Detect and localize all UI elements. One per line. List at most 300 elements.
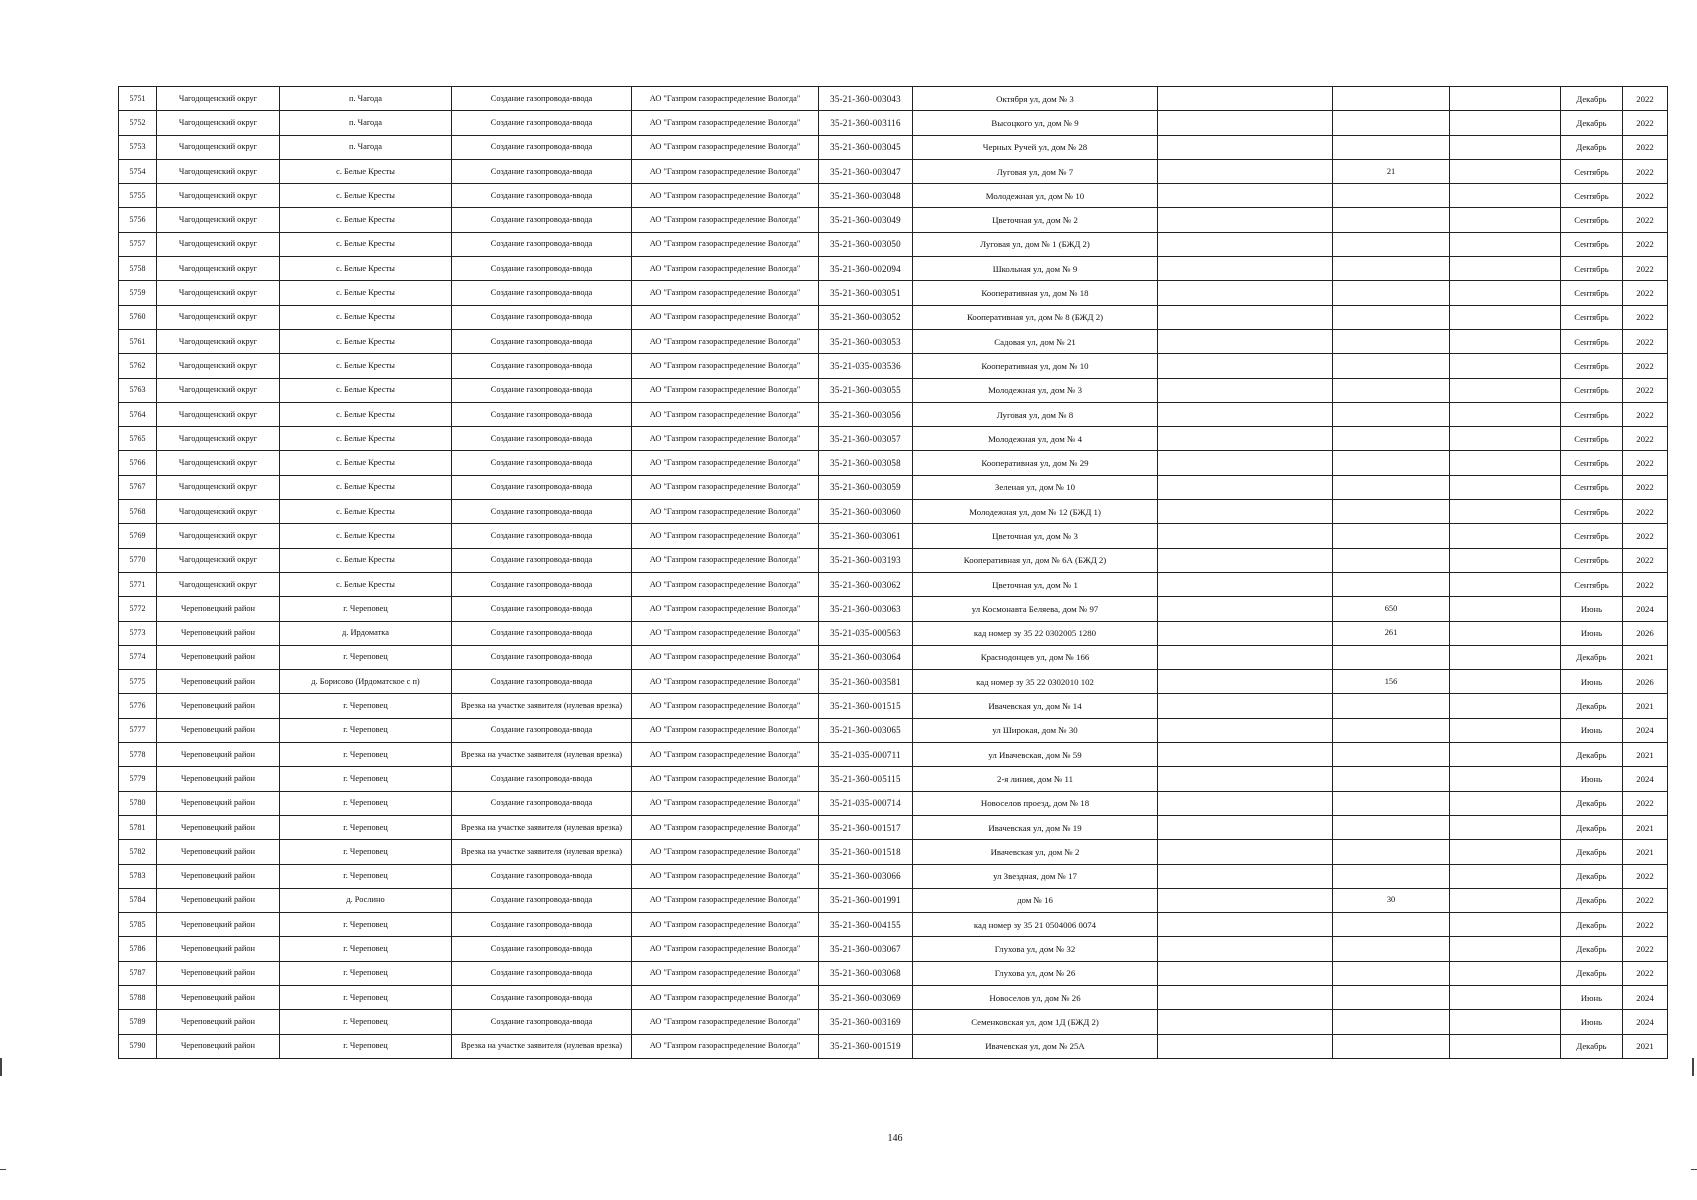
application-code-cell: 35-21-360-003058 (819, 451, 913, 475)
address-cell: Краснодонцев ул, дом № 166 (913, 645, 1158, 669)
row-number-cell: 5754 (119, 159, 157, 183)
district-cell: Череповецкий район (157, 597, 280, 621)
address-cell: Высоцкого ул, дом № 9 (913, 111, 1158, 135)
empty-cell (1158, 597, 1333, 621)
district-cell: Чагодощенский округ (157, 475, 280, 499)
application-code-cell: 35-21-360-003193 (819, 548, 913, 572)
district-cell: Чагодощенский округ (157, 402, 280, 426)
address-cell: Кооперативная ул, дом № 10 (913, 354, 1158, 378)
empty-cell (1158, 888, 1333, 912)
address-cell: Ивачевская ул, дом № 14 (913, 694, 1158, 718)
empty-cell (1450, 597, 1561, 621)
district-cell: Череповецкий район (157, 694, 280, 718)
empty-cell (1158, 1034, 1333, 1058)
month-cell: Сентябрь (1561, 159, 1623, 183)
table-row (119, 184, 1668, 208)
organization-cell: АО "Газпром газораспределение Вологда" (632, 208, 819, 232)
organization-cell: АО "Газпром газораспределение Вологда" (632, 743, 819, 767)
year-cell: 2022 (1623, 427, 1668, 451)
empty-cell (1450, 354, 1561, 378)
work-type-cell: Создание газопровода-ввода (452, 87, 632, 111)
month-cell: Сентябрь (1561, 451, 1623, 475)
empty-cell (1158, 135, 1333, 159)
month-cell: Сентябрь (1561, 305, 1623, 329)
empty-cell (1450, 305, 1561, 329)
load-cell (1333, 767, 1450, 791)
locality-cell: г. Череповец (280, 815, 452, 839)
table-row (119, 305, 1668, 329)
work-type-cell: Создание газопровода-ввода (452, 135, 632, 159)
month-cell: Сентябрь (1561, 208, 1623, 232)
organization-cell: АО "Газпром газораспределение Вологда" (632, 815, 819, 839)
address-cell: Молодежная ул, дом № 10 (913, 184, 1158, 208)
locality-cell: г. Череповец (280, 597, 452, 621)
empty-cell (1450, 208, 1561, 232)
scan-edge-mark (1692, 1058, 1694, 1076)
work-type-cell: Создание газопровода-ввода (452, 913, 632, 937)
month-cell: Декабрь (1561, 694, 1623, 718)
application-code-cell: 35-21-360-003051 (819, 281, 913, 305)
row-number-cell: 5751 (119, 87, 157, 111)
row-number-cell: 5781 (119, 815, 157, 839)
table-row (119, 87, 1668, 111)
work-type-cell: Создание газопровода-ввода (452, 718, 632, 742)
month-cell: Декабрь (1561, 111, 1623, 135)
application-code-cell: 35-21-360-003055 (819, 378, 913, 402)
year-cell: 2022 (1623, 135, 1668, 159)
empty-cell (1158, 694, 1333, 718)
load-cell (1333, 572, 1450, 596)
table-row (119, 985, 1668, 1009)
empty-cell (1450, 937, 1561, 961)
locality-cell: с. Белые Кресты (280, 451, 452, 475)
organization-cell: АО "Газпром газораспределение Вологда" (632, 281, 819, 305)
work-type-cell: Создание газопровода-ввода (452, 257, 632, 281)
load-cell (1333, 743, 1450, 767)
year-cell: 2026 (1623, 621, 1668, 645)
load-cell (1333, 840, 1450, 864)
empty-cell (1450, 888, 1561, 912)
work-type-cell: Создание газопровода-ввода (452, 427, 632, 451)
month-cell: Декабрь (1561, 888, 1623, 912)
table-row (119, 888, 1668, 912)
table-row (119, 427, 1668, 451)
address-cell: ул Звездная, дом № 17 (913, 864, 1158, 888)
load-cell (1333, 694, 1450, 718)
work-type-cell: Создание газопровода-ввода (452, 670, 632, 694)
year-cell: 2022 (1623, 184, 1668, 208)
table-row (119, 767, 1668, 791)
district-cell: Чагодощенский округ (157, 87, 280, 111)
year-cell: 2022 (1623, 791, 1668, 815)
empty-cell (1158, 985, 1333, 1009)
row-number-cell: 5774 (119, 645, 157, 669)
application-code-cell: 35-21-360-003065 (819, 718, 913, 742)
application-code-cell: 35-21-360-003581 (819, 670, 913, 694)
locality-cell: д. Рослино (280, 888, 452, 912)
empty-cell (1158, 475, 1333, 499)
empty-cell (1450, 87, 1561, 111)
row-number-cell: 5787 (119, 961, 157, 985)
year-cell: 2022 (1623, 548, 1668, 572)
locality-cell: г. Череповец (280, 645, 452, 669)
table-row (119, 815, 1668, 839)
address-cell: Глухова ул, дом № 32 (913, 937, 1158, 961)
work-type-cell: Создание газопровода-ввода (452, 475, 632, 499)
table-row (119, 791, 1668, 815)
work-type-cell: Создание газопровода-ввода (452, 354, 632, 378)
address-cell: Кооперативная ул, дом № 6А (БЖД 2) (913, 548, 1158, 572)
work-type-cell: Создание газопровода-ввода (452, 329, 632, 353)
application-code-cell: 35-21-360-003049 (819, 208, 913, 232)
organization-cell: АО "Газпром газораспределение Вологда" (632, 840, 819, 864)
application-code-cell: 35-21-360-001518 (819, 840, 913, 864)
district-cell: Чагодощенский округ (157, 281, 280, 305)
district-cell: Череповецкий район (157, 913, 280, 937)
year-cell: 2026 (1623, 670, 1668, 694)
empty-cell (1450, 402, 1561, 426)
load-cell (1333, 111, 1450, 135)
district-cell: Череповецкий район (157, 985, 280, 1009)
empty-cell (1158, 548, 1333, 572)
address-cell: Ивачевская ул, дом № 2 (913, 840, 1158, 864)
load-cell (1333, 305, 1450, 329)
work-type-cell: Врезка на участке заявителя (нулевая врезка) (452, 1034, 632, 1058)
empty-cell (1450, 694, 1561, 718)
application-code-cell: 35-21-360-003067 (819, 937, 913, 961)
scan-edge-mark (1691, 1169, 1697, 1170)
district-cell: Череповецкий район (157, 961, 280, 985)
application-code-cell: 35-21-360-003056 (819, 402, 913, 426)
load-cell (1333, 451, 1450, 475)
month-cell: Июнь (1561, 1010, 1623, 1034)
load-cell (1333, 645, 1450, 669)
row-number-cell: 5763 (119, 378, 157, 402)
empty-cell (1450, 135, 1561, 159)
empty-cell (1158, 427, 1333, 451)
month-cell: Сентябрь (1561, 475, 1623, 499)
work-type-cell: Создание газопровода-ввода (452, 621, 632, 645)
empty-cell (1450, 232, 1561, 256)
district-cell: Чагодощенский округ (157, 305, 280, 329)
table-row (119, 159, 1668, 183)
address-cell: Кооперативная ул, дом № 18 (913, 281, 1158, 305)
application-code-cell: 35-21-035-000714 (819, 791, 913, 815)
organization-cell: АО "Газпром газораспределение Вологда" (632, 524, 819, 548)
address-cell: Семенковская ул, дом 1Д (БЖД 2) (913, 1010, 1158, 1034)
empty-cell (1158, 791, 1333, 815)
locality-cell: п. Чагода (280, 111, 452, 135)
locality-cell: г. Череповец (280, 864, 452, 888)
application-code-cell: 35-21-360-003116 (819, 111, 913, 135)
year-cell: 2022 (1623, 961, 1668, 985)
empty-cell (1158, 1010, 1333, 1034)
application-code-cell: 35-21-360-003061 (819, 524, 913, 548)
year-cell: 2022 (1623, 305, 1668, 329)
address-cell: Луговая ул, дом № 1 (БЖД 2) (913, 232, 1158, 256)
month-cell: Июнь (1561, 621, 1623, 645)
organization-cell: АО "Газпром газораспределение Вологда" (632, 597, 819, 621)
table-row (119, 743, 1668, 767)
locality-cell: с. Белые Кресты (280, 159, 452, 183)
month-cell: Декабрь (1561, 961, 1623, 985)
empty-cell (1158, 402, 1333, 426)
empty-cell (1158, 621, 1333, 645)
month-cell: Декабрь (1561, 864, 1623, 888)
empty-cell (1450, 743, 1561, 767)
application-code-cell: 35-21-360-005115 (819, 767, 913, 791)
month-cell: Сентябрь (1561, 257, 1623, 281)
load-cell (1333, 500, 1450, 524)
table-row (119, 329, 1668, 353)
table-row (119, 524, 1668, 548)
year-cell: 2022 (1623, 354, 1668, 378)
empty-cell (1450, 791, 1561, 815)
table-row (119, 572, 1668, 596)
locality-cell: с. Белые Кресты (280, 402, 452, 426)
month-cell: Сентябрь (1561, 427, 1623, 451)
organization-cell: АО "Газпром газораспределение Вологда" (632, 961, 819, 985)
empty-cell (1450, 1010, 1561, 1034)
organization-cell: АО "Газпром газораспределение Вологда" (632, 87, 819, 111)
table-row (119, 354, 1668, 378)
work-type-cell: Создание газопровода-ввода (452, 159, 632, 183)
row-number-cell: 5782 (119, 840, 157, 864)
locality-cell: с. Белые Кресты (280, 500, 452, 524)
district-cell: Чагодощенский округ (157, 354, 280, 378)
row-number-cell: 5772 (119, 597, 157, 621)
organization-cell: АО "Газпром газораспределение Вологда" (632, 305, 819, 329)
gasification-table (118, 86, 1668, 1059)
district-cell: Череповецкий район (157, 1010, 280, 1034)
locality-cell: с. Белые Кресты (280, 378, 452, 402)
work-type-cell: Врезка на участке заявителя (нулевая врезка) (452, 815, 632, 839)
table-row (119, 402, 1668, 426)
load-cell (1333, 402, 1450, 426)
empty-cell (1158, 87, 1333, 111)
year-cell: 2021 (1623, 1034, 1668, 1058)
empty-cell (1450, 840, 1561, 864)
application-code-cell: 35-21-360-003048 (819, 184, 913, 208)
table-row (119, 257, 1668, 281)
work-type-cell: Врезка на участке заявителя (нулевая врезка) (452, 743, 632, 767)
organization-cell: АО "Газпром газораспределение Вологда" (632, 1010, 819, 1034)
locality-cell: г. Череповец (280, 985, 452, 1009)
work-type-cell: Создание газопровода-ввода (452, 937, 632, 961)
scan-edge-mark (0, 1058, 2, 1076)
application-code-cell: 35-21-360-003063 (819, 597, 913, 621)
work-type-cell: Создание газопровода-ввода (452, 1010, 632, 1034)
year-cell: 2022 (1623, 864, 1668, 888)
row-number-cell: 5753 (119, 135, 157, 159)
year-cell: 2022 (1623, 378, 1668, 402)
organization-cell: АО "Газпром газораспределение Вологда" (632, 378, 819, 402)
address-cell: Ивачевская ул, дом № 19 (913, 815, 1158, 839)
empty-cell (1158, 743, 1333, 767)
organization-cell: АО "Газпром газораспределение Вологда" (632, 791, 819, 815)
month-cell: Декабрь (1561, 913, 1623, 937)
empty-cell (1450, 378, 1561, 402)
year-cell: 2022 (1623, 281, 1668, 305)
organization-cell: АО "Газпром газораспределение Вологда" (632, 354, 819, 378)
year-cell: 2024 (1623, 985, 1668, 1009)
table-row (119, 961, 1668, 985)
year-cell: 2021 (1623, 840, 1668, 864)
load-cell (1333, 87, 1450, 111)
row-number-cell: 5762 (119, 354, 157, 378)
empty-cell (1450, 961, 1561, 985)
locality-cell: г. Череповец (280, 791, 452, 815)
load-cell (1333, 548, 1450, 572)
locality-cell: с. Белые Кресты (280, 281, 452, 305)
load-cell (1333, 329, 1450, 353)
district-cell: Чагодощенский округ (157, 572, 280, 596)
work-type-cell: Создание газопровода-ввода (452, 985, 632, 1009)
address-cell: Молодежная ул, дом № 12 (БЖД 1) (913, 500, 1158, 524)
year-cell: 2022 (1623, 159, 1668, 183)
load-cell (1333, 815, 1450, 839)
empty-cell (1158, 864, 1333, 888)
locality-cell: с. Белые Кресты (280, 572, 452, 596)
empty-cell (1450, 621, 1561, 645)
organization-cell: АО "Газпром газораспределение Вологда" (632, 718, 819, 742)
empty-cell (1450, 670, 1561, 694)
locality-cell: г. Череповец (280, 694, 452, 718)
table-row (119, 548, 1668, 572)
application-code-cell: 35-21-360-001519 (819, 1034, 913, 1058)
district-cell: Череповецкий район (157, 864, 280, 888)
locality-cell: г. Череповец (280, 1010, 452, 1034)
row-number-cell: 5761 (119, 329, 157, 353)
locality-cell: г. Череповец (280, 840, 452, 864)
month-cell: Сентябрь (1561, 232, 1623, 256)
district-cell: Череповецкий район (157, 645, 280, 669)
address-cell: Цветочная ул, дом № 2 (913, 208, 1158, 232)
work-type-cell: Создание газопровода-ввода (452, 524, 632, 548)
month-cell: Сентябрь (1561, 548, 1623, 572)
year-cell: 2024 (1623, 597, 1668, 621)
address-cell: Цветочная ул, дом № 3 (913, 524, 1158, 548)
application-code-cell: 35-21-360-003066 (819, 864, 913, 888)
locality-cell: г. Череповец (280, 767, 452, 791)
load-cell: 261 (1333, 621, 1450, 645)
row-number-cell: 5757 (119, 232, 157, 256)
empty-cell (1158, 572, 1333, 596)
application-code-cell: 35-21-035-003536 (819, 354, 913, 378)
empty-cell (1450, 184, 1561, 208)
address-cell: Луговая ул, дом № 7 (913, 159, 1158, 183)
locality-cell: г. Череповец (280, 1034, 452, 1058)
application-code-cell: 35-21-360-001515 (819, 694, 913, 718)
empty-cell (1158, 281, 1333, 305)
work-type-cell: Создание газопровода-ввода (452, 597, 632, 621)
row-number-cell: 5768 (119, 500, 157, 524)
load-cell (1333, 913, 1450, 937)
application-code-cell: 35-21-360-001991 (819, 888, 913, 912)
address-cell: дом № 16 (913, 888, 1158, 912)
row-number-cell: 5789 (119, 1010, 157, 1034)
district-cell: Чагодощенский округ (157, 329, 280, 353)
year-cell: 2022 (1623, 888, 1668, 912)
locality-cell: с. Белые Кресты (280, 354, 452, 378)
application-code-cell: 35-21-360-003043 (819, 87, 913, 111)
organization-cell: АО "Газпром газораспределение Вологда" (632, 864, 819, 888)
district-cell: Чагодощенский округ (157, 159, 280, 183)
organization-cell: АО "Газпром газораспределение Вологда" (632, 694, 819, 718)
month-cell: Декабрь (1561, 743, 1623, 767)
table-row (119, 1010, 1668, 1034)
table-row (119, 670, 1668, 694)
address-cell: Цветочная ул, дом № 1 (913, 572, 1158, 596)
table-row (119, 913, 1668, 937)
work-type-cell: Создание газопровода-ввода (452, 451, 632, 475)
organization-cell: АО "Газпром газораспределение Вологда" (632, 645, 819, 669)
organization-cell: АО "Газпром газораспределение Вологда" (632, 621, 819, 645)
organization-cell: АО "Газпром газораспределение Вологда" (632, 257, 819, 281)
table-row (119, 694, 1668, 718)
organization-cell: АО "Газпром газораспределение Вологда" (632, 475, 819, 499)
load-cell (1333, 1010, 1450, 1034)
address-cell: Ивачевская ул, дом № 25А (913, 1034, 1158, 1058)
year-cell: 2022 (1623, 87, 1668, 111)
row-number-cell: 5770 (119, 548, 157, 572)
application-code-cell: 35-21-360-003064 (819, 645, 913, 669)
application-code-cell: 35-21-360-003068 (819, 961, 913, 985)
empty-cell (1158, 718, 1333, 742)
organization-cell: АО "Газпром газораспределение Вологда" (632, 985, 819, 1009)
load-cell: 650 (1333, 597, 1450, 621)
load-cell: 156 (1333, 670, 1450, 694)
locality-cell: с. Белые Кресты (280, 184, 452, 208)
address-cell: Новоселов ул, дом № 26 (913, 985, 1158, 1009)
month-cell: Декабрь (1561, 1034, 1623, 1058)
empty-cell (1158, 208, 1333, 232)
address-cell: ул Ивачевская, дом № 59 (913, 743, 1158, 767)
locality-cell: г. Череповец (280, 913, 452, 937)
work-type-cell: Создание газопровода-ввода (452, 305, 632, 329)
row-number-cell: 5775 (119, 670, 157, 694)
district-cell: Череповецкий район (157, 888, 280, 912)
table-row (119, 475, 1668, 499)
address-cell: Молодежная ул, дом № 3 (913, 378, 1158, 402)
empty-cell (1158, 840, 1333, 864)
address-cell: ул Космонавта Беляева, дом № 97 (913, 597, 1158, 621)
application-code-cell: 35-21-360-003045 (819, 135, 913, 159)
application-code-cell: 35-21-360-003060 (819, 500, 913, 524)
empty-cell (1158, 524, 1333, 548)
table-row (119, 840, 1668, 864)
work-type-cell: Врезка на участке заявителя (нулевая врезка) (452, 840, 632, 864)
month-cell: Сентябрь (1561, 402, 1623, 426)
month-cell: Сентябрь (1561, 281, 1623, 305)
month-cell: Июнь (1561, 985, 1623, 1009)
organization-cell: АО "Газпром газораспределение Вологда" (632, 1034, 819, 1058)
year-cell: 2022 (1623, 402, 1668, 426)
row-number-cell: 5756 (119, 208, 157, 232)
locality-cell: с. Белые Кресты (280, 257, 452, 281)
district-cell: Чагодощенский округ (157, 427, 280, 451)
year-cell: 2024 (1623, 767, 1668, 791)
application-code-cell: 35-21-360-003062 (819, 572, 913, 596)
table-row (119, 378, 1668, 402)
year-cell: 2024 (1623, 1010, 1668, 1034)
district-cell: Чагодощенский округ (157, 500, 280, 524)
month-cell: Июнь (1561, 597, 1623, 621)
year-cell: 2021 (1623, 815, 1668, 839)
empty-cell (1158, 232, 1333, 256)
table-row (119, 232, 1668, 256)
month-cell: Декабрь (1561, 87, 1623, 111)
